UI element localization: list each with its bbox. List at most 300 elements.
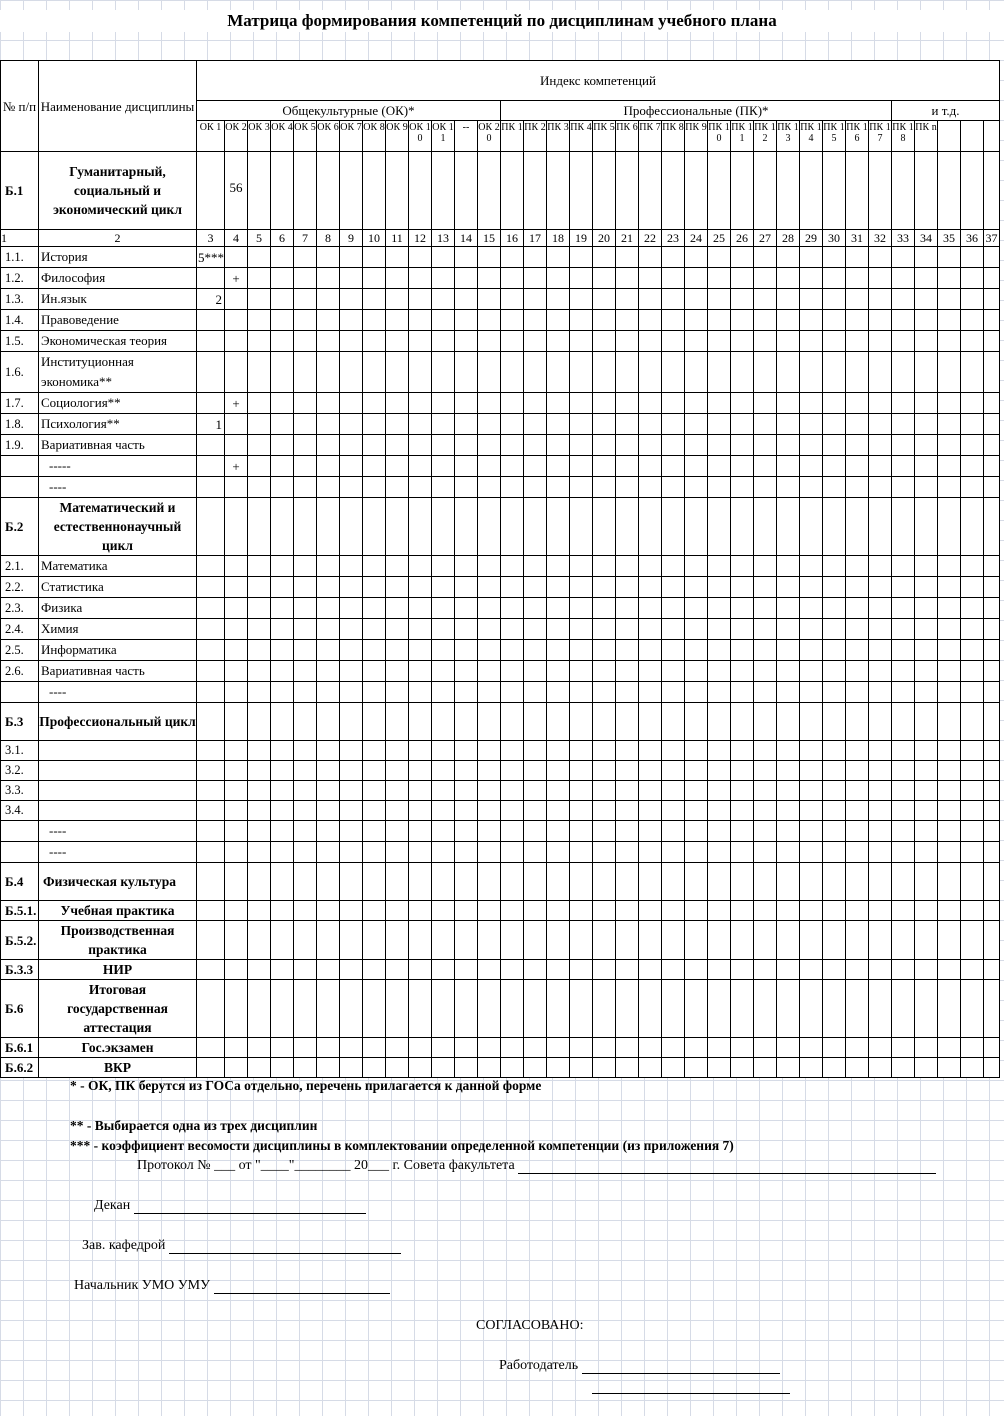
matrix-cell [892, 619, 915, 640]
matrix-cell [197, 456, 225, 477]
matrix-cell [754, 393, 777, 414]
matrix-cell [639, 289, 662, 310]
header-ok-col: ОК 3 [248, 121, 271, 152]
matrix-cell [823, 842, 846, 863]
matrix-cell [386, 393, 409, 414]
matrix-cell [524, 781, 547, 801]
matrix-cell [846, 980, 869, 1038]
matrix-cell [846, 761, 869, 781]
matrix-cell [777, 268, 800, 289]
matrix-cell [501, 703, 524, 741]
matrix-cell [892, 703, 915, 741]
matrix-cell [593, 801, 616, 821]
matrix-cell [547, 682, 570, 703]
matrix-cell [340, 960, 363, 980]
header-pk-col: ПК n [915, 121, 938, 152]
matrix-cell [524, 352, 547, 393]
matrix-cell [754, 741, 777, 761]
matrix-cell [938, 598, 961, 619]
discipline-name: Ин.язык [39, 289, 197, 310]
row-code: 3.3. [1, 781, 39, 801]
matrix-cell [248, 901, 271, 921]
matrix-cell [777, 781, 800, 801]
matrix-cell [593, 152, 616, 230]
matrix-cell [961, 268, 984, 289]
matrix-cell [524, 960, 547, 980]
matrix-cell [432, 801, 455, 821]
matrix-cell [501, 801, 524, 821]
matrix-cell [501, 741, 524, 761]
matrix-cell [984, 577, 1000, 598]
matrix-cell [432, 268, 455, 289]
header-pk-col: ПК 16 [846, 121, 869, 152]
matrix-cell [708, 741, 731, 761]
matrix-cell [478, 352, 501, 393]
matrix-cell [547, 268, 570, 289]
matrix-cell [846, 393, 869, 414]
matrix-cell [800, 352, 823, 393]
matrix-cell [409, 435, 432, 456]
matrix-cell [294, 331, 317, 352]
matrix-cell [363, 331, 386, 352]
matrix-cell [869, 640, 892, 661]
header-pk-col: ПК 1 [501, 121, 524, 152]
matrix-cell [524, 1058, 547, 1078]
matrix-cell [800, 414, 823, 435]
header-pk-col: ПК 3 [547, 121, 570, 152]
matrix-cell [662, 577, 685, 598]
matrix-cell [271, 331, 294, 352]
matrix-cell [294, 821, 317, 842]
matrix-cell [363, 556, 386, 577]
matrix-cell [570, 901, 593, 921]
matrix-cell [616, 801, 639, 821]
matrix-cell [225, 598, 248, 619]
matrix-cell [271, 352, 294, 393]
matrix-cell [616, 414, 639, 435]
matrix-cell [639, 640, 662, 661]
matrix-cell [317, 352, 340, 393]
matrix-cell [294, 980, 317, 1038]
matrix-cell [363, 703, 386, 741]
matrix-cell [616, 577, 639, 598]
matrix-cell [961, 414, 984, 435]
matrix-cell [823, 960, 846, 980]
matrix-cell [501, 640, 524, 661]
matrix-cell [616, 682, 639, 703]
header-ok-col: ОК 2 [225, 121, 248, 152]
matrix-cell [294, 842, 317, 863]
matrix-cell [616, 456, 639, 477]
matrix-cell [294, 393, 317, 414]
matrix-cell [340, 414, 363, 435]
matrix-cell [823, 247, 846, 268]
note-weight: *** - коэффициент весомости дисциплины в комплектовании определенной компетенции (из приложения 7) [70, 1138, 734, 1153]
matrix-cell [777, 1058, 800, 1078]
matrix-cell [869, 960, 892, 980]
matrix-cell [197, 801, 225, 821]
matrix-cell [340, 761, 363, 781]
matrix-cell [961, 960, 984, 980]
matrix-cell [846, 289, 869, 310]
matrix-cell [708, 152, 731, 230]
matrix-cell [708, 640, 731, 661]
section-name: Итоговая государственная аттестация [39, 980, 197, 1038]
matrix-cell [317, 682, 340, 703]
matrix-cell [708, 577, 731, 598]
matrix-cell [800, 801, 823, 821]
matrix-cell [524, 577, 547, 598]
matrix-cell [593, 640, 616, 661]
matrix-cell [432, 682, 455, 703]
matrix-cell [294, 352, 317, 393]
matrix-cell [363, 598, 386, 619]
matrix-cell [639, 901, 662, 921]
matrix-cell [317, 477, 340, 498]
matrix-cell [961, 577, 984, 598]
matrix-cell [823, 661, 846, 682]
column-number: 2 [39, 230, 197, 247]
matrix-cell [363, 863, 386, 901]
matrix-cell [754, 661, 777, 682]
matrix-cell [593, 352, 616, 393]
matrix-cell [616, 352, 639, 393]
matrix-cell [800, 477, 823, 498]
matrix-cell [317, 801, 340, 821]
matrix-cell [685, 619, 708, 640]
matrix-cell [961, 821, 984, 842]
matrix-cell [478, 901, 501, 921]
header-pk-col: ПК 10 [708, 121, 731, 152]
matrix-cell [708, 821, 731, 842]
matrix-cell [386, 556, 409, 577]
matrix-cell [197, 598, 225, 619]
matrix-cell [823, 289, 846, 310]
matrix-cell [248, 598, 271, 619]
matrix-cell [409, 619, 432, 640]
matrix-cell [340, 1058, 363, 1078]
matrix-cell [616, 598, 639, 619]
matrix-cell [984, 289, 1000, 310]
matrix-cell [547, 761, 570, 781]
matrix-cell [225, 289, 248, 310]
matrix-cell [248, 331, 271, 352]
column-number: 14 [455, 230, 478, 247]
matrix-cell [593, 901, 616, 921]
matrix-cell [823, 640, 846, 661]
matrix-cell [271, 781, 294, 801]
matrix-cell [915, 268, 938, 289]
matrix-cell [915, 821, 938, 842]
matrix-cell [731, 268, 754, 289]
matrix-cell [777, 921, 800, 960]
matrix-cell [731, 921, 754, 960]
matrix-cell [455, 393, 478, 414]
matrix-cell [570, 1038, 593, 1058]
matrix-cell [938, 821, 961, 842]
matrix-cell [197, 331, 225, 352]
matrix-cell [869, 741, 892, 761]
section-name: ВКР [39, 1058, 197, 1078]
matrix-cell [455, 152, 478, 230]
header-etc-col [984, 121, 1000, 152]
matrix-cell [478, 801, 501, 821]
matrix-cell [317, 821, 340, 842]
matrix-cell [708, 901, 731, 921]
matrix-cell [547, 289, 570, 310]
matrix-cell [984, 741, 1000, 761]
matrix-cell [248, 247, 271, 268]
matrix-cell [708, 980, 731, 1038]
matrix-cell [593, 821, 616, 842]
matrix-cell [294, 268, 317, 289]
matrix-cell [225, 921, 248, 960]
matrix-cell [823, 901, 846, 921]
matrix-cell [662, 556, 685, 577]
matrix-cell [501, 456, 524, 477]
section-name: Гуманитарный, социальный и экономический цикл [39, 152, 197, 230]
matrix-cell [363, 152, 386, 230]
matrix-cell [938, 741, 961, 761]
matrix-cell [777, 703, 800, 741]
matrix-cell [777, 640, 800, 661]
matrix-cell [386, 598, 409, 619]
matrix-cell [547, 152, 570, 230]
matrix-cell [363, 310, 386, 331]
matrix-cell [708, 1038, 731, 1058]
matrix-cell [478, 1058, 501, 1078]
matrix-cell [409, 393, 432, 414]
matrix-cell [409, 960, 432, 980]
matrix-cell [823, 980, 846, 1038]
matrix-cell [271, 842, 294, 863]
matrix-cell [961, 498, 984, 556]
matrix-cell [386, 456, 409, 477]
matrix-cell [271, 619, 294, 640]
matrix-cell [524, 247, 547, 268]
row-code: 1.5. [1, 331, 39, 352]
matrix-cell [197, 741, 225, 761]
matrix-cell [547, 921, 570, 960]
matrix-cell [271, 152, 294, 230]
matrix-cell [409, 247, 432, 268]
matrix-cell [340, 741, 363, 761]
matrix-cell [754, 598, 777, 619]
matrix-cell [225, 1058, 248, 1078]
matrix-cell [846, 842, 869, 863]
matrix-cell [938, 498, 961, 556]
column-number: 11 [386, 230, 409, 247]
matrix-cell [271, 901, 294, 921]
matrix-cell [846, 352, 869, 393]
note-ok-pk: * - ОК, ПК берутся из ГОСа отдельно, перечень прилагается к данной форме [70, 1078, 542, 1093]
header-pk-col: ПК 11 [731, 121, 754, 152]
column-number: 31 [846, 230, 869, 247]
header-ok-col: ОК 10 [409, 121, 432, 152]
matrix-cell [639, 577, 662, 598]
matrix-cell [225, 960, 248, 980]
matrix-cell [547, 801, 570, 821]
matrix-cell [547, 393, 570, 414]
matrix-cell [869, 1038, 892, 1058]
matrix-cell [570, 863, 593, 901]
matrix-cell [409, 863, 432, 901]
matrix-cell [478, 456, 501, 477]
matrix-cell [662, 598, 685, 619]
discipline-name: Информатика [39, 640, 197, 661]
matrix-cell [777, 477, 800, 498]
matrix-cell [409, 310, 432, 331]
matrix-cell [731, 352, 754, 393]
matrix-cell [708, 310, 731, 331]
matrix-cell [616, 661, 639, 682]
matrix-cell [478, 331, 501, 352]
matrix-cell [197, 435, 225, 456]
matrix-cell [363, 741, 386, 761]
matrix-cell [892, 640, 915, 661]
matrix-cell [685, 556, 708, 577]
matrix-cell [777, 247, 800, 268]
matrix-cell [869, 703, 892, 741]
row-code: 1.1. [1, 247, 39, 268]
matrix-cell [961, 863, 984, 901]
matrix-cell [823, 921, 846, 960]
matrix-cell [846, 703, 869, 741]
matrix-cell [938, 703, 961, 741]
matrix-cell [386, 703, 409, 741]
matrix-cell [409, 980, 432, 1038]
matrix-cell [961, 352, 984, 393]
matrix-cell [823, 1058, 846, 1078]
matrix-cell [961, 901, 984, 921]
matrix-cell [938, 661, 961, 682]
matrix-cell [593, 556, 616, 577]
matrix-cell [455, 456, 478, 477]
matrix-cell [915, 456, 938, 477]
matrix-cell [294, 901, 317, 921]
matrix-cell [777, 960, 800, 980]
matrix-cell [570, 921, 593, 960]
competency-matrix [0, 60, 1000, 1078]
matrix-cell [662, 414, 685, 435]
matrix-cell [248, 640, 271, 661]
matrix-cell [225, 761, 248, 781]
employer-line-2 [592, 1378, 790, 1394]
matrix-cell [570, 577, 593, 598]
matrix-cell [570, 435, 593, 456]
matrix-cell [915, 842, 938, 863]
matrix-cell [869, 310, 892, 331]
matrix-cell [524, 556, 547, 577]
matrix-cell [570, 456, 593, 477]
matrix-cell [708, 960, 731, 980]
matrix-cell [248, 703, 271, 741]
matrix-cell [197, 1058, 225, 1078]
matrix-cell [363, 761, 386, 781]
matrix-cell [961, 247, 984, 268]
matrix-cell [685, 435, 708, 456]
matrix-cell [800, 1058, 823, 1078]
matrix-cell [478, 761, 501, 781]
matrix-cell [800, 310, 823, 331]
matrix-cell [340, 901, 363, 921]
matrix-cell [501, 661, 524, 682]
matrix-cell [570, 331, 593, 352]
matrix-cell [248, 414, 271, 435]
matrix-cell [616, 761, 639, 781]
matrix-cell [662, 435, 685, 456]
matrix-cell [685, 703, 708, 741]
matrix-cell [593, 980, 616, 1038]
discipline-name: Физика [39, 598, 197, 619]
matrix-cell [248, 268, 271, 289]
matrix-cell [961, 331, 984, 352]
section-code: Б.3.3 [1, 960, 39, 980]
matrix-cell [961, 682, 984, 703]
matrix-cell [317, 310, 340, 331]
matrix-cell [869, 352, 892, 393]
matrix-cell [731, 310, 754, 331]
matrix-cell [409, 1038, 432, 1058]
matrix-cell [294, 661, 317, 682]
matrix-cell [800, 435, 823, 456]
matrix-cell [317, 703, 340, 741]
header-pk-col: ПК 4 [570, 121, 593, 152]
matrix-cell [570, 821, 593, 842]
matrix-cell [197, 310, 225, 331]
matrix-cell [984, 598, 1000, 619]
matrix-cell [409, 682, 432, 703]
matrix-cell [248, 801, 271, 821]
matrix-cell [639, 556, 662, 577]
matrix-cell [294, 152, 317, 230]
matrix-cell [777, 741, 800, 761]
matrix-cell [225, 435, 248, 456]
matrix-cell [248, 577, 271, 598]
matrix-cell [409, 741, 432, 761]
matrix-cell [731, 331, 754, 352]
header-no: № п/п [1, 61, 39, 152]
matrix-cell [547, 842, 570, 863]
matrix-cell [869, 268, 892, 289]
matrix-cell [547, 456, 570, 477]
matrix-cell [271, 598, 294, 619]
matrix-cell: 5*** [197, 247, 225, 268]
matrix-cell [685, 393, 708, 414]
matrix-cell [984, 435, 1000, 456]
matrix-cell [892, 577, 915, 598]
matrix-cell [501, 498, 524, 556]
matrix-cell [340, 640, 363, 661]
matrix-cell [846, 331, 869, 352]
matrix-cell [800, 619, 823, 640]
matrix-cell [317, 640, 340, 661]
matrix-cell [754, 781, 777, 801]
matrix-cell [869, 393, 892, 414]
matrix-cell [961, 435, 984, 456]
row-code: 1.8. [1, 414, 39, 435]
matrix-cell [662, 1058, 685, 1078]
matrix-cell [846, 640, 869, 661]
column-number: 9 [340, 230, 363, 247]
matrix-cell [455, 619, 478, 640]
matrix-cell [685, 863, 708, 901]
matrix-cell [432, 821, 455, 842]
matrix-cell [248, 781, 271, 801]
matrix-cell [340, 310, 363, 331]
matrix-cell [501, 980, 524, 1038]
matrix-cell [271, 921, 294, 960]
